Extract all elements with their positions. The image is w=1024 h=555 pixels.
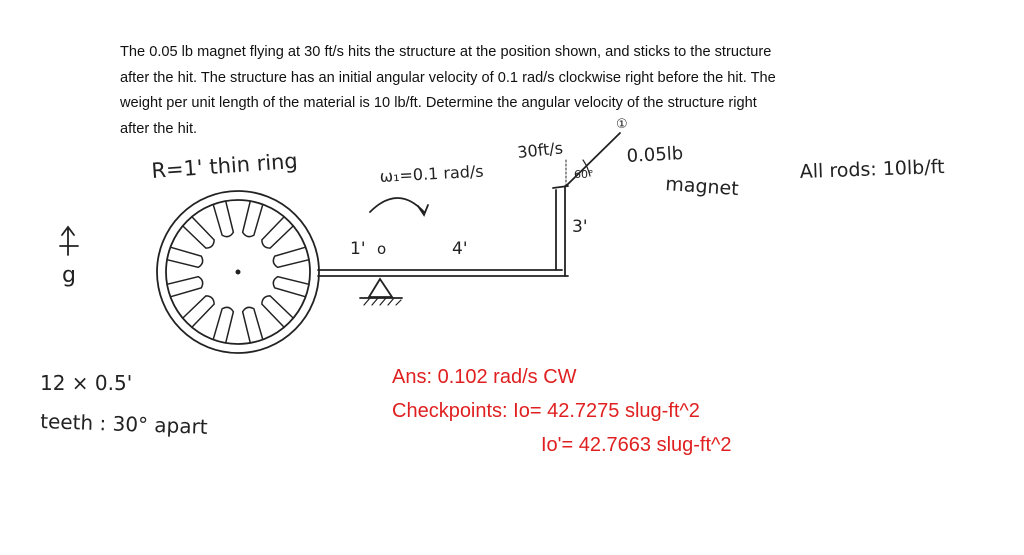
ring-tooth (243, 201, 263, 237)
checkpoint-io-prime: Io'= 42.7663 slug-ft^2 (541, 434, 732, 456)
omega-arrow (370, 198, 424, 212)
ring-tooth (167, 247, 203, 267)
magnet-word-label: magnet (664, 173, 740, 201)
angle-label: 60° (574, 168, 594, 181)
ring-label: R=1' thin ring (150, 148, 299, 183)
all-rods-label: All rods: 10lb/ft (799, 155, 945, 183)
dim-four-label: 4' (452, 239, 468, 259)
pivot-support (369, 279, 392, 297)
ring-center (236, 270, 239, 273)
ring-tooth (213, 307, 233, 343)
ring-tooth (243, 307, 263, 343)
teeth-spacing-label: teeth : 30° apart (39, 409, 209, 439)
point-marker: ① (616, 117, 628, 132)
teeth-count-label: 12 × 0.5' (40, 371, 133, 395)
pivot-label: o (377, 240, 387, 258)
problem-line-2: after the hit. The structure has an initial angular velocity of 0.1 rad/s clockwise right before the hit. The (120, 69, 776, 86)
checkpoint-io: Checkpoints: Io= 42.7275 slug-ft^2 (392, 400, 700, 422)
ring-tooth (273, 277, 309, 297)
omega-label: ω₁=0.1 rad/s (379, 161, 485, 186)
gravity-arrow (60, 227, 78, 255)
ring-tooth (213, 201, 233, 237)
diagram-labels (40, 117, 945, 439)
problem-line-1: The 0.05 lb magnet flying at 30 ft/s hits the structure at the position shown, and sticks to the structure (120, 44, 772, 60)
magnet-weight-label: 0.05lb (626, 143, 684, 167)
ring-tooth (273, 247, 309, 267)
problem-line-4: after the hit. (120, 120, 198, 137)
problem-line-3: weight per unit length of the material is 10 lb/ft. Determine the angular velocity of the structure right (120, 95, 757, 111)
dim-one-label: 1' (350, 239, 366, 259)
answer: Ans: 0.102 rad/s CW (392, 366, 577, 388)
dim-vertical-label: 3' (572, 217, 588, 237)
ring-tooth (167, 277, 203, 297)
gravity-label: g (62, 263, 76, 288)
ground-hatch (364, 298, 401, 305)
speed-label: 30ft/s (516, 138, 564, 162)
